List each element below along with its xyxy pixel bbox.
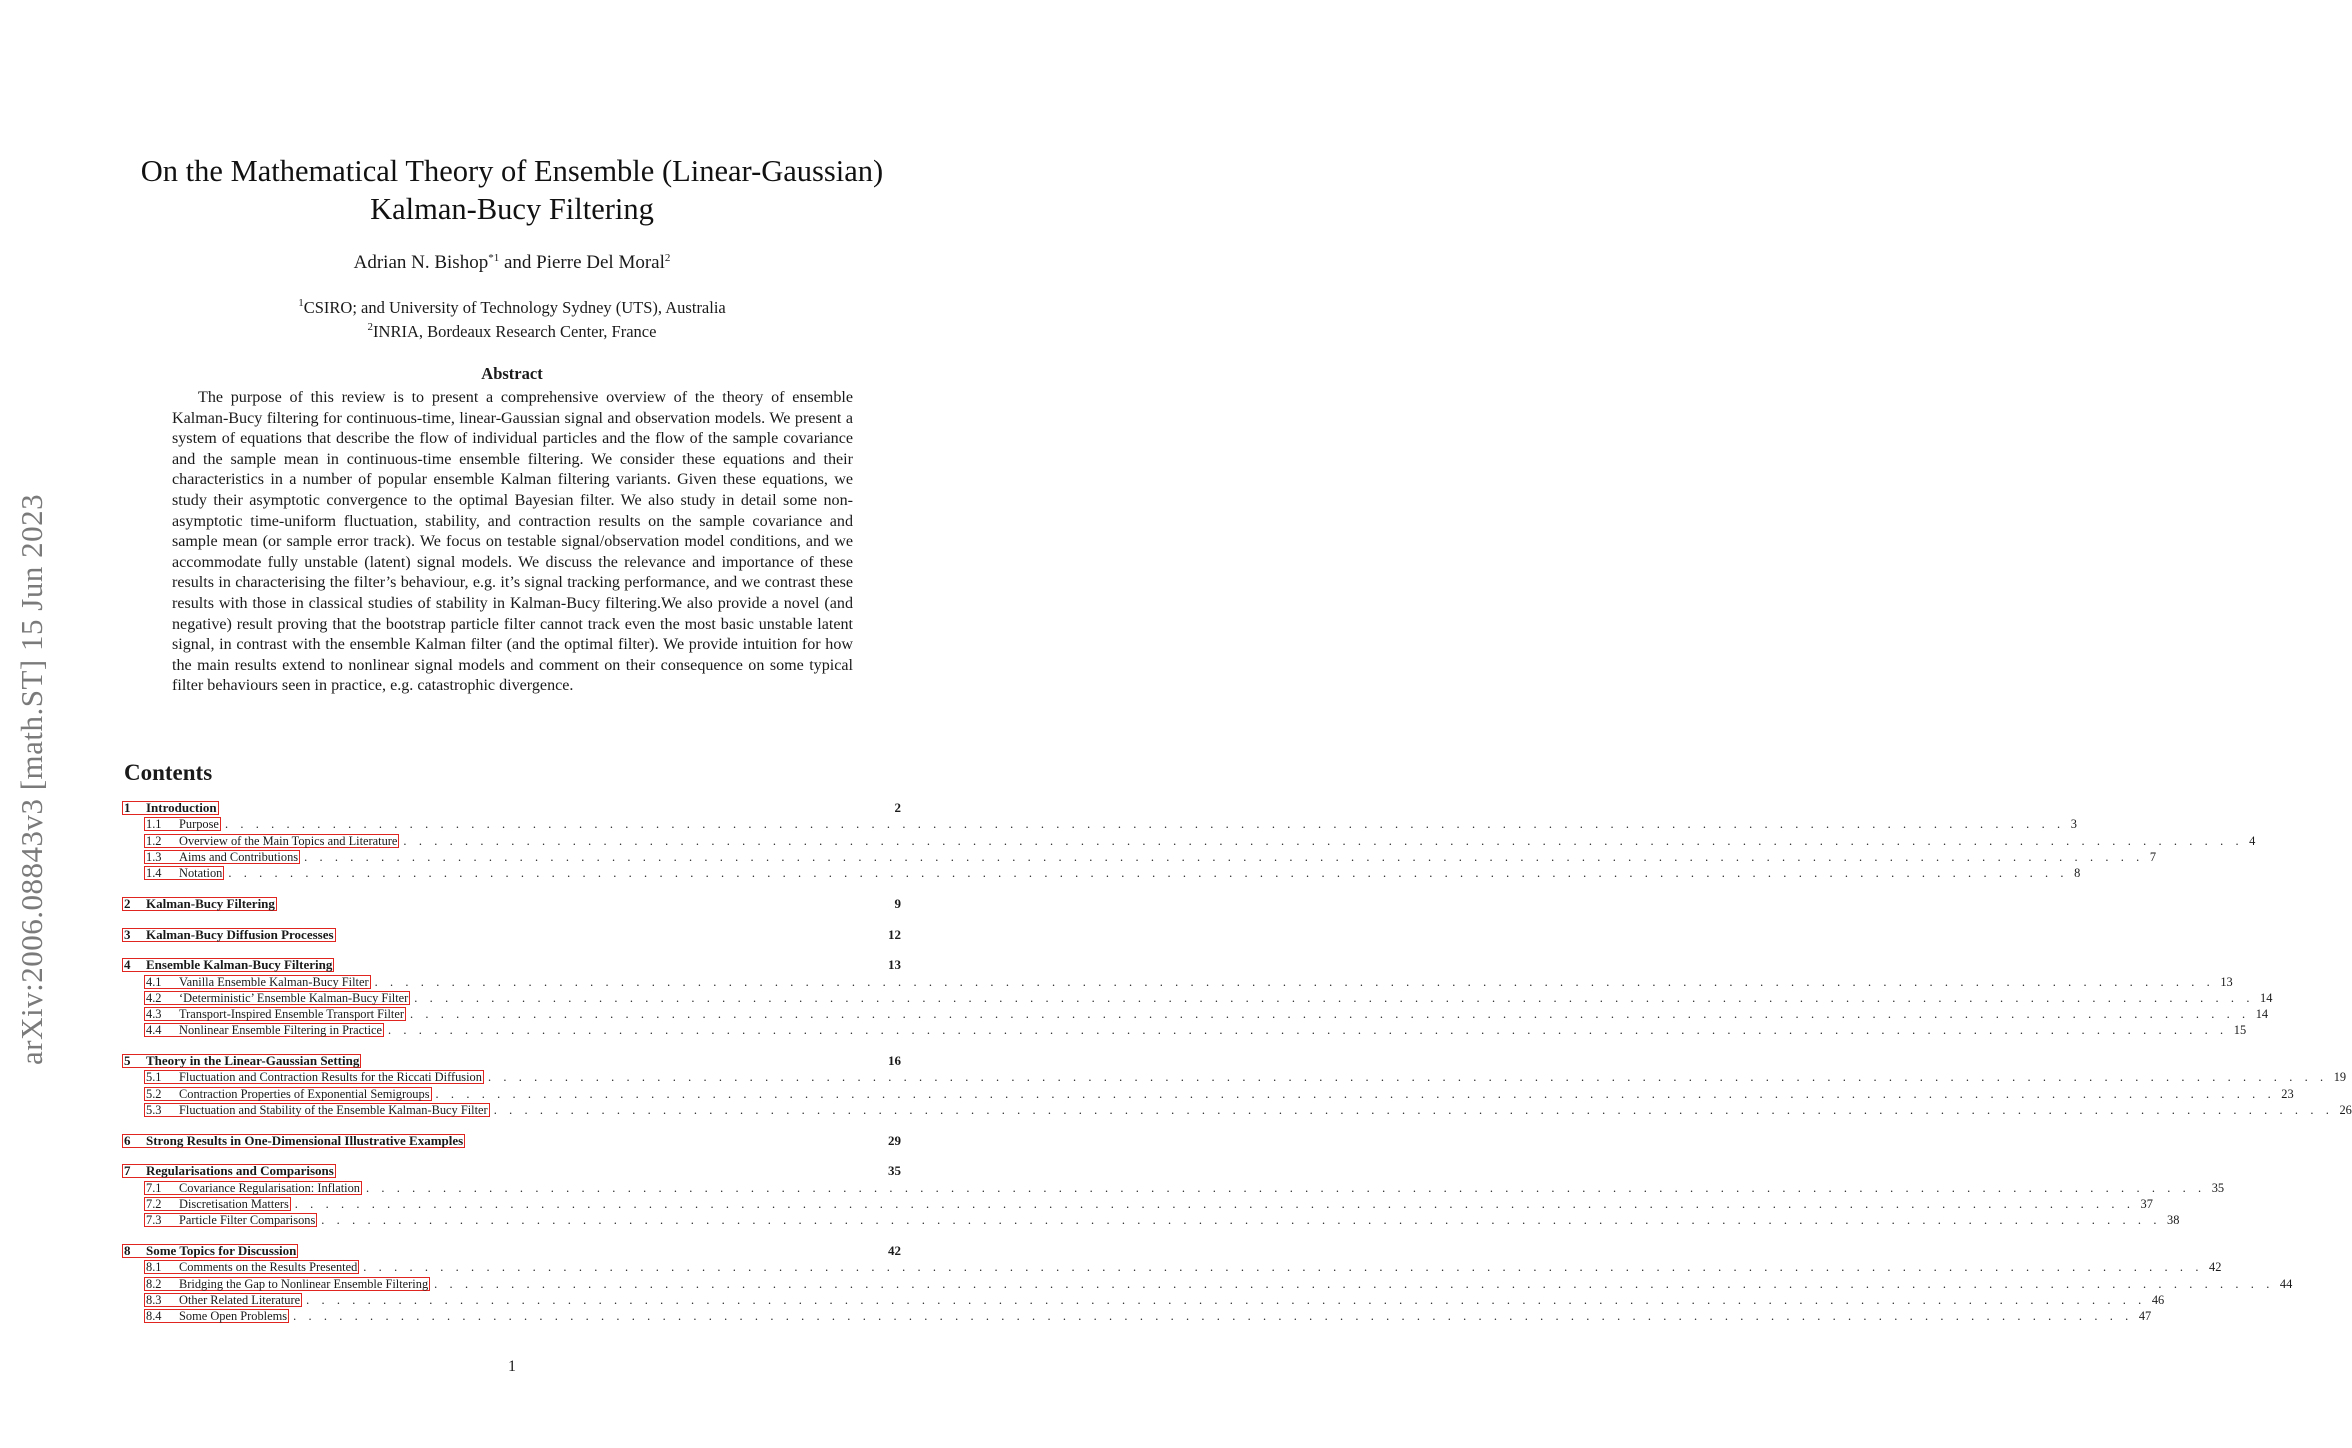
toc-subsection-number: 8.3 (146, 1292, 162, 1307)
affiliation-1 (0, 296, 1024, 320)
toc-subsection-title: Fluctuation and Stability of the Ensemble Kalman-Bucy Filter (179, 1103, 488, 1118)
toc-subsection-1.2 (122, 833, 2256, 849)
toc-link[interactable] (144, 1260, 359, 1274)
toc-section-title: Regularisations and Comparisons (146, 1163, 334, 1179)
toc-link[interactable] (144, 1197, 291, 1211)
toc-page-number: 13 (2220, 974, 2233, 989)
toc-page-number: 14 (2260, 990, 2273, 1005)
toc-subsection-number: 4.1 (146, 974, 162, 989)
toc-link[interactable] (144, 866, 224, 880)
toc-link[interactable] (144, 1181, 362, 1195)
toc-subsection-title: Vanilla Ensemble Kalman-Bucy Filter (179, 974, 369, 989)
toc-subsection-title: Purpose (179, 817, 219, 832)
toc-link[interactable] (144, 991, 410, 1005)
toc-link[interactable] (122, 1164, 336, 1178)
author-line (0, 252, 1024, 274)
toc-section-title: Theory in the Linear-Gaussian Setting (146, 1053, 360, 1069)
toc-section-7 (122, 1163, 901, 1179)
toc-subsection-title: Contraction Properties of Exponential Semigroups (179, 1086, 430, 1101)
toc-subsection-title: Overview of the Main Topics and Literature (179, 833, 398, 848)
toc-subsection-5.1 (122, 1069, 2347, 1085)
toc-section-1 (122, 800, 901, 816)
toc-link[interactable] (144, 850, 300, 864)
author-2-mark: 2 (664, 252, 671, 264)
toc-page-number: 3 (2070, 817, 2077, 832)
toc-subsection-number: 7.2 (146, 1196, 162, 1211)
toc-subsection-title: Comments on the Results Presented (179, 1260, 358, 1275)
toc-subsection-number: 5.3 (146, 1103, 162, 1118)
toc-subsection-title: Transport-Inspired Ensemble Transport Filter (179, 1007, 404, 1022)
toc-page-number: 8 (2074, 866, 2081, 881)
toc-page-number: 2 (894, 800, 901, 815)
toc-subsection-number: 8.1 (146, 1260, 162, 1275)
toc-subsection-number: 8.4 (146, 1309, 162, 1324)
toc-subsection-number: 8.2 (146, 1276, 162, 1291)
toc-subsection-5.3 (122, 1102, 2352, 1118)
toc-page-number: 23 (2281, 1086, 2294, 1101)
toc-link[interactable] (144, 817, 221, 831)
toc-link[interactable] (144, 1213, 317, 1227)
toc-section-number: 7 (124, 1163, 131, 1179)
toc-page-number: 4 (2249, 833, 2256, 848)
toc-section-title: Introduction (146, 800, 217, 815)
contents-heading: Contents (124, 760, 213, 785)
toc-section-title: Some Topics for Discussion (146, 1242, 297, 1258)
toc-leader-dots: . . . . . . . . . . . . . . . . . . . . . . . . . . . . . . . . . . . . . . . . . . . . . . . . . . . . . . . . . . . . . . . . . . . . . . . . . . . . . . . . . . . . . . . . . . . . . . . . . . . . . . . . . . . . . . . . . . . . . . . . (306, 1292, 2146, 1307)
toc-link[interactable] (122, 1134, 465, 1148)
title-line-2: Kalman-Bucy Filtering (370, 192, 654, 226)
author-2: Pierre Del Moral (536, 252, 665, 273)
toc-section-4 (122, 957, 901, 973)
page-number: 1 (508, 1358, 516, 1375)
toc-leader-dots: . . . . . . . . . . . . . . . . . . . . . . . . . . . . . . . . . . . . . . . . . . . . . . . . . . . . . . . . . . . . . . . . . . . . . . . . . . . . . . . . . . . . . . . . . . . . . . . . . . . . . . . . . . . . . . . . . . . . . . . . (493, 1103, 2334, 1118)
toc-page-number: 38 (2167, 1213, 2180, 1228)
toc-subsection-number: 1.2 (146, 833, 162, 848)
toc-subsection-number: 4.2 (146, 990, 162, 1005)
toc-subsection-title: Particle Filter Comparisons (179, 1213, 316, 1228)
toc-link[interactable] (122, 928, 336, 942)
toc-subsection-4.4 (122, 1022, 2247, 1038)
toc-leader-dots: . . . . . . . . . . . . . . . . . . . . . . . . . . . . . . . . . . . . . . . . . . . . . . . . . . . . . . . . . . . . . . . . . . . . . . . . . . . . . . . . . . . . . . . . . . . . . . . . . . . . . . . . . . . . . . . . . . . . . . . . (224, 817, 2065, 832)
toc-subsection-8.2 (122, 1276, 2293, 1292)
toc-page-number: 26 (2339, 1103, 2352, 1118)
toc-section-title: Kalman-Bucy Diffusion Processes (146, 926, 334, 942)
abstract-body: The purpose of this review is to present a comprehensive overview of the theory of ensemble Kalman-Bucy filtering for continuous-time, linear-Gaussian signal and observation models. We present a system of equations that describe the flow of individual particles and the flow of the sample covariance and the sample mean in continuous-time ensemble filtering. We consider these equations and their characteristics in a number of popular ensemble Kalman filtering variants. Given these equations, we study their asymptotic convergence to the optimal Bayesian filter. We also study in detail some non-asymptotic time-uniform fluctuation, stability, and contraction results on the sample covariance and sample mean (or sample error track). We focus on testable signal/observation model conditions, and we accommodate fully unstable (latent) signal models. We discuss the relevance and importance of these results in characterising the filter’s behaviour, e.g. it’s signal tracking performance, and we contrast these results with those in classical studies of stability in Kalman-Bucy filtering.We also provide a novel (and negative) result proving that the bootstrap particle filter cannot track even the most basic unstable latent signal, in contrast with the ensemble Kalman filter (and the optimal filter). We provide intuition for how the main results extend to nonlinear signal models and comment on their consequence on some typical filter behaviours seen in practice, e.g. catastrophic divergence. (172, 389, 853, 695)
toc-leader-dots: . . . . . . . . . . . . . . . . . . . . . . . . . . . . . . . . . . . . . . . . . . . . . . . . . . . . . . . . . . . . . . . . . . . . . . . . . . . . . . . . . . . . . . . . . . . . . . . . . . . . . . . . . . . . . . . . . . . . . . . . (409, 1007, 2250, 1022)
toc-subsection-title: Nonlinear Ensemble Filtering in Practice (179, 1023, 383, 1038)
toc-link[interactable] (144, 1293, 302, 1307)
toc-subsection-number: 5.2 (146, 1086, 162, 1101)
toc-subsection-1.3 (122, 849, 2157, 865)
toc-subsection-title: ‘Deterministic’ Ensemble Kalman-Bucy Filter (179, 990, 409, 1005)
toc-leader-dots: . . . . . . . . . . . . . . . . . . . . . . . . . . . . . . . . . . . . . . . . . . . . . . . . . . . . . . . . . . . . . . . . . . . . . . . . . . . . . . . . . . . . . . . . . . . . . . . . . . . . . . . . . . . . . . . . . . . . . . . . (403, 833, 2244, 848)
toc-link[interactable] (144, 1070, 484, 1084)
toc-leader-dots: . . . . . . . . . . . . . . . . . . . . . . . . . . . . . . . . . . . . . . . . . . . . . . . . . . . . . . . . . . . . . . . . . . . . . . . . . . . . . . . . . . . . . . . . . . . . . . . . . . . . . . . . . . . . . . . . . . . . . . . . (388, 1023, 2228, 1038)
toc-subsection-number: 1.3 (146, 849, 162, 864)
toc-section-5 (122, 1053, 901, 1069)
toc-subsection-8.4 (122, 1308, 2152, 1324)
toc-page-number: 19 (2333, 1070, 2347, 1085)
toc-subsection-7.1 (122, 1180, 2225, 1196)
toc-section-number: 3 (124, 926, 131, 942)
paper-title (0, 152, 1024, 228)
toc-page-number: 42 (888, 1242, 901, 1258)
toc-page-number: 15 (2233, 1023, 2247, 1038)
affiliation-1-mark: 1 (298, 297, 304, 309)
toc-subsection-number: 1.4 (146, 866, 162, 881)
toc-subsection-number: 7.1 (146, 1180, 162, 1195)
toc-link[interactable] (122, 897, 277, 911)
toc-page-number: 46 (2151, 1292, 2165, 1307)
toc-section-number: 1 (124, 800, 131, 815)
toc-subsection-title: Fluctuation and Contraction Results for the Riccati Diffusion (179, 1070, 482, 1085)
toc-subsection-4.3 (122, 1006, 2269, 1022)
toc-link[interactable] (122, 958, 334, 972)
toc-subsection-4.2 (122, 990, 2273, 1006)
toc-leader-dots: . . . . . . . . . . . . . . . . . . . . . . . . . . . . . . . . . . . . . . . . . . . . . . . . . . . . . . . . . . . . . . . . . . . . . . . . . . . . . . . . . . . . . . . . . . . . . . . . . . . . . . . . . . . . . . . . . . . . . . . . (414, 990, 2255, 1005)
toc-link[interactable] (144, 1103, 490, 1117)
toc-subsection-number: 5.1 (146, 1070, 162, 1085)
toc-section-number: 8 (124, 1242, 131, 1258)
toc-link[interactable] (144, 834, 399, 848)
toc-leader-dots: . . . . . . . . . . . . . . . . . . . . . . . . . . . . . . . . . . . . . . . . . . . . . . . . . . . . . . . . . . . . . . . . . . . . . . . . . . . . . . . . . . . . . . . . . . . . . . . . . . . . . . . . . . . . . . . . . . . . . . . . (293, 1309, 2133, 1324)
toc-subsection-1.4 (122, 865, 2081, 881)
affiliation-2-mark: 2 (367, 321, 374, 333)
toc-link[interactable] (144, 975, 371, 989)
toc-link[interactable] (144, 1007, 406, 1021)
toc-subsection-8.3 (122, 1292, 2165, 1308)
toc-leader-dots: . . . . . . . . . . . . . . . . . . . . . . . . . . . . . . . . . . . . . . . . . . . . . . . . . . . . . . . . . . . . . . . . . . . . . . . . . . . . . . . . . . . . . . . . . . . . . . . . . . . . . . . . . . . . . . . . . . . . . . . . (228, 866, 2069, 881)
toc-subsection-number: 4.4 (146, 1023, 162, 1038)
toc-subsection-title: Notation (179, 866, 223, 881)
toc-leader-dots: . . . . . . . . . . . . . . . . . . . . . . . . . . . . . . . . . . . . . . . . . . . . . . . . . . . . . . . . . . . . . . . . . . . . . . . . . . . . . . . . . . . . . . . . . . . . . . . . . . . . . . . . . . . . . . . . . . . . . . . . (374, 974, 2215, 989)
toc-subsection-5.2 (122, 1086, 2294, 1102)
toc-subsection-number: 4.3 (146, 1007, 162, 1022)
toc-section-number: 4 (124, 957, 131, 973)
toc-subsection-4.1 (122, 974, 2233, 990)
toc-page-number: 7 (2149, 849, 2157, 864)
toc-section-title: Ensemble Kalman-Bucy Filtering (146, 957, 333, 973)
toc-page-number: 16 (888, 1053, 901, 1069)
toc-page-number: 37 (2140, 1196, 2153, 1211)
affiliations (0, 296, 1024, 344)
toc-page-number: 14 (2255, 1007, 2269, 1022)
toc-page-number: 44 (2279, 1276, 2293, 1291)
author-1: Adrian N. Bishop (353, 252, 489, 273)
toc-subsection-number: 1.1 (146, 817, 162, 832)
toc-subsection-8.1 (122, 1259, 2222, 1275)
toc-leader-dots: . . . . . . . . . . . . . . . . . . . . . . . . . . . . . . . . . . . . . . . . . . . . . . . . . . . . . . . . . . . . . . . . . . . . . . . . . . . . . . . . . . . . . . . . . . . . . . . . . . . . . . . . . . . . . . . . . . . . . . . . (363, 1260, 2204, 1275)
toc-page-number: 9 (894, 895, 901, 911)
toc-subsection-title: Aims and Contributions (179, 849, 299, 864)
affiliation-1-text: CSIRO; and University of Technology Sydney (UTS), Australia (303, 298, 726, 317)
author-1-mark: *1 (488, 252, 500, 264)
toc-page-number: 13 (888, 957, 901, 973)
toc-subsection-title: Other Related Literature (179, 1292, 301, 1307)
toc-link[interactable] (144, 1087, 432, 1101)
toc-link[interactable] (144, 1277, 430, 1291)
toc-subsection-number: 7.3 (146, 1213, 162, 1228)
arxiv-identifier-stamp: arXiv:2006.08843v3 [math.ST] 15 Jun 2023 (14, 493, 49, 1065)
toc-subsection-1.1 (122, 816, 2077, 832)
toc-leader-dots: . . . . . . . . . . . . . . . . . . . . . . . . . . . . . . . . . . . . . . . . . . . . . . . . . . . . . . . . . . . . . . . . . . . . . . . . . . . . . . . . . . . . . . . . . . . . . . . . . . . . . . . . . . . . . . . . . . . . . . . . (487, 1070, 2328, 1085)
toc-section-6 (122, 1133, 901, 1149)
toc-page-number: 42 (2209, 1260, 2222, 1275)
toc-link[interactable] (122, 1244, 298, 1258)
toc-section-number: 2 (124, 895, 131, 911)
toc-subsection-7.2 (122, 1196, 2153, 1212)
toc-link[interactable] (122, 801, 219, 815)
toc-section-3 (122, 927, 901, 943)
toc-leader-dots: . . . . . . . . . . . . . . . . . . . . . . . . . . . . . . . . . . . . . . . . . . . . . . . . . . . . . . . . . . . . . . . . . . . . . . . . . . . . . . . . . . . . . . . . . . . . . . . . . . . . . . . . . . . . . . . . . . . . . . . . (434, 1276, 2274, 1291)
toc-section-number: 6 (124, 1132, 131, 1148)
toc-subsection-7.3 (122, 1212, 2180, 1228)
toc-subsection-title: Some Open Problems (179, 1309, 288, 1324)
toc-link[interactable] (144, 1309, 289, 1323)
toc-leader-dots: . . . . . . . . . . . . . . . . . . . . . . . . . . . . . . . . . . . . . . . . . . . . . . . . . . . . . . . . . . . . . . . . . . . . . . . . . . . . . . . . . . . . . . . . . . . . . . . . . . . . . . . . . . . . . . . . . . . . . . . . (294, 1196, 2135, 1211)
affiliation-2 (0, 320, 1024, 344)
toc-section-8 (122, 1243, 901, 1259)
author-conjunction: and (503, 252, 532, 273)
toc-link[interactable] (122, 1054, 361, 1068)
toc-link[interactable] (144, 1023, 384, 1037)
toc-page-number: 35 (888, 1163, 901, 1179)
toc-page-number: 35 (2211, 1180, 2225, 1195)
toc-page-number: 29 (888, 1132, 901, 1148)
table-of-contents (122, 800, 2352, 1324)
toc-page-number: 47 (2138, 1309, 2152, 1324)
toc-leader-dots: . . . . . . . . . . . . . . . . . . . . . . . . . . . . . . . . . . . . . . . . . . . . . . . . . . . . . . . . . . . . . . . . . . . . . . . . . . . . . . . . . . . . . . . . . . . . . . . . . . . . . . . . . . . . . . . . . . . . . . . . (435, 1086, 2276, 1101)
affiliation-2-text: INRIA, Bordeaux Research Center, France (373, 322, 657, 341)
toc-leader-dots: . . . . . . . . . . . . . . . . . . . . . . . . . . . . . . . . . . . . . . . . . . . . . . . . . . . . . . . . . . . . . . . . . . . . . . . . . . . . . . . . . . . . . . . . . . . . . . . . . . . . . . . . . . . . . . . . . . . . . . . . (304, 849, 2144, 864)
toc-section-number: 5 (124, 1053, 131, 1069)
toc-subsection-title: Covariance Regularisation: Inflation (179, 1180, 360, 1195)
toc-section-title: Strong Results in One-Dimensional Illustrative Examples (146, 1132, 464, 1148)
title-line-1: On the Mathematical Theory of Ensemble (Linear-Gaussian) (140, 154, 884, 188)
toc-page-number: 12 (888, 926, 901, 942)
toc-subsection-title: Discretisation Matters (179, 1196, 289, 1211)
toc-section-2 (122, 896, 901, 912)
toc-section-title: Kalman-Bucy Filtering (146, 895, 275, 911)
toc-subsection-title: Bridging the Gap to Nonlinear Ensemble Filtering (179, 1276, 429, 1291)
abstract-heading: Abstract (481, 364, 543, 383)
toc-leader-dots: . . . . . . . . . . . . . . . . . . . . . . . . . . . . . . . . . . . . . . . . . . . . . . . . . . . . . . . . . . . . . . . . . . . . . . . . . . . . . . . . . . . . . . . . . . . . . . . . . . . . . . . . . . . . . . . . . . . . . . . . (365, 1180, 2206, 1195)
toc-leader-dots: . . . . . . . . . . . . . . . . . . . . . . . . . . . . . . . . . . . . . . . . . . . . . . . . . . . . . . . . . . . . . . . . . . . . . . . . . . . . . . . . . . . . . . . . . . . . . . . . . . . . . . . . . . . . . . . . . . . . . . . . (321, 1213, 2162, 1228)
